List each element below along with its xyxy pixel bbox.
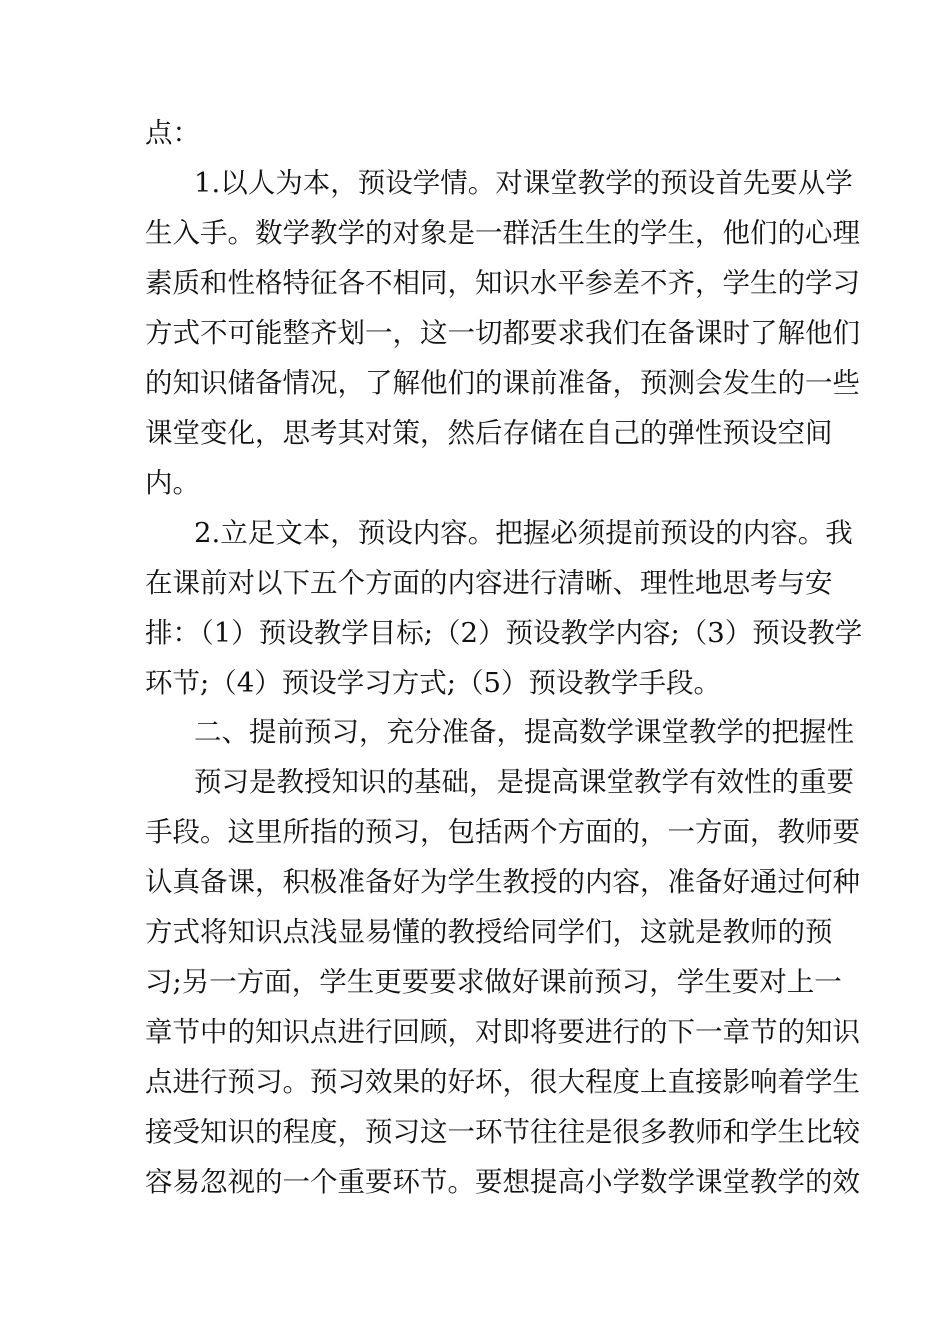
paragraph-1-line-1: 1.以人为本，预设学情。对课堂教学的预设首先要从学 bbox=[194, 167, 853, 199]
text-line: 点进行预习。预习效果的好坏，很大程度上直接影响着学生 bbox=[145, 1066, 860, 1098]
text-line: 容易忽视的一个重要环节。要想提高小学数学课堂教学的效 bbox=[145, 1166, 860, 1198]
paragraph-2-line-1: 2.立足文本，预设内容。把握必须提前预设的内容。我 bbox=[194, 517, 853, 549]
text-line: 手段。这里所指的预习，包括两个方面的，一方面，教师要 bbox=[145, 816, 860, 848]
text-line: 习;另一方面，学生更要要求做好课前预习，学生要对上一 bbox=[145, 966, 842, 998]
text-line: 方式不可能整齐划一，这一切都要求我们在备课时了解他们 bbox=[145, 317, 860, 349]
text-line: 方式将知识点浅显易懂的教授给同学们，这就是教师的预 bbox=[145, 916, 833, 948]
text-line: 素质和性格特征各不相同，知识水平参差不齐，学生的学习 bbox=[145, 267, 860, 299]
text-line: 在课前对以下五个方面的内容进行清晰、理性地思考与安 bbox=[145, 567, 833, 599]
text-line: 点： bbox=[145, 117, 200, 149]
text-line: 生入手。数学教学的对象是一群活生生的学生，他们的心理 bbox=[145, 217, 860, 249]
text-line: 章节中的知识点进行回顾，对即将要进行的下一章节的知识 bbox=[145, 1016, 860, 1048]
section-heading: 二、提前预习，充分准备，提高数学课堂教学的把握性 bbox=[194, 716, 854, 748]
text-line: 课堂变化，思考其对策，然后存储在自己的弹性预设空间 bbox=[145, 417, 833, 449]
paragraph-3-line-1: 预习是教授知识的基础，是提高课堂教学有效性的重要 bbox=[194, 766, 854, 798]
text-line: 认真备课，积极准备好为学生教授的内容，准备好通过何种 bbox=[145, 866, 860, 898]
text-line: 接受知识的程度，预习这一环节往往是很多教师和学生比较 bbox=[145, 1116, 860, 1148]
text-line: 排：（1）预设教学目标;（2）预设教学内容;（3）预设教学 bbox=[145, 617, 863, 649]
text-line: 环节;（4）预设学习方式;（5）预设教学手段。 bbox=[145, 667, 722, 699]
text-line: 的知识储备情况，了解他们的课前准备，预测会发生的一些 bbox=[145, 367, 860, 399]
text-line: 内。 bbox=[145, 467, 200, 499]
